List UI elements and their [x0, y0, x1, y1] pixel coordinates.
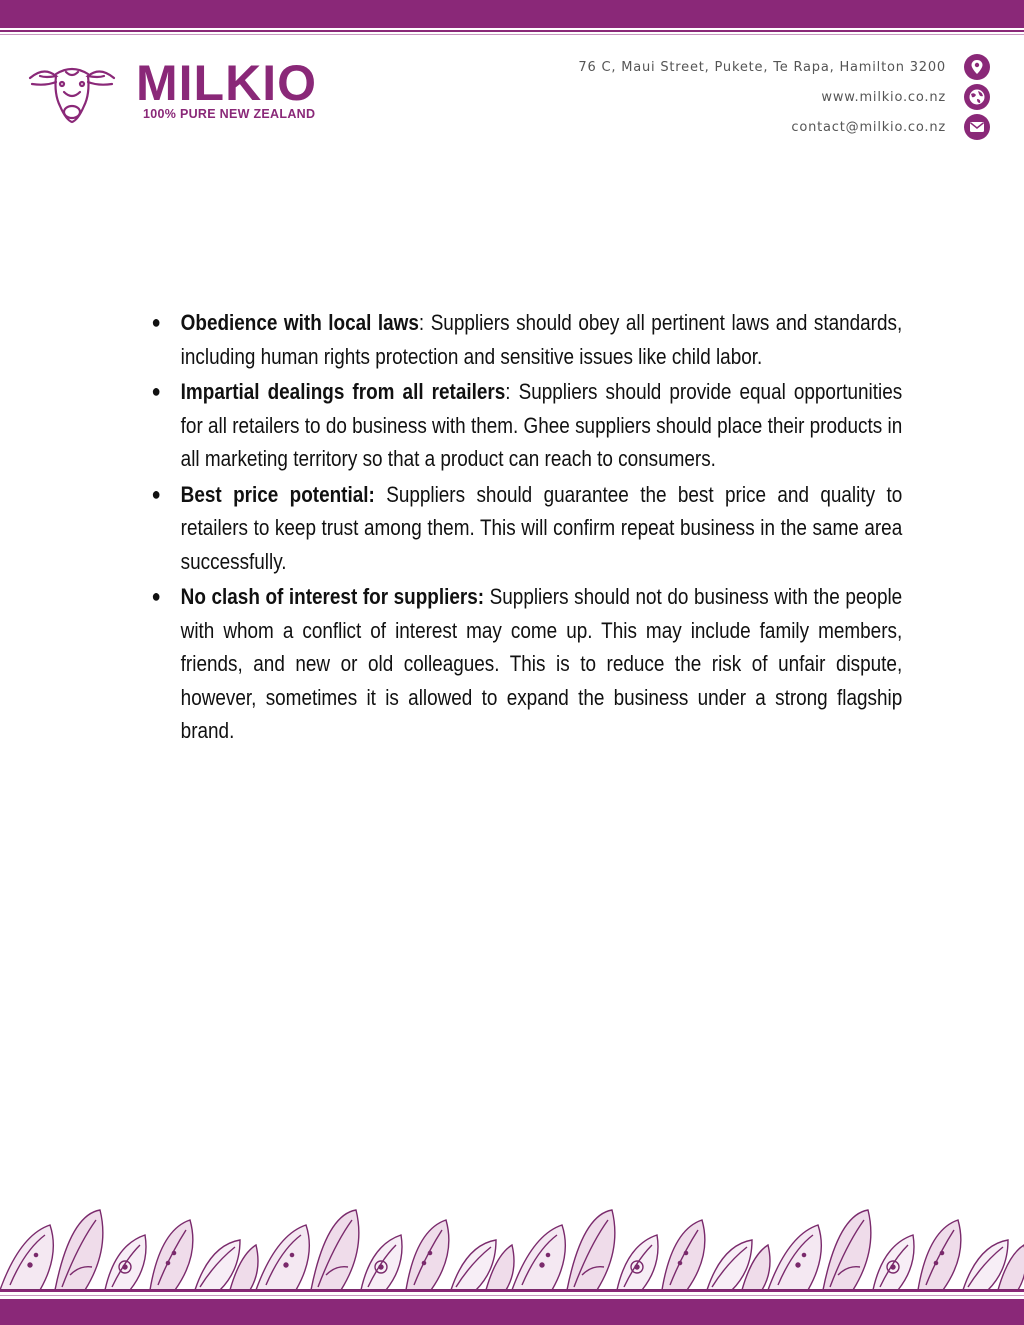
brand-tagline: 100% PURE NEW ZEALAND — [143, 107, 316, 121]
top-border-thin-line — [0, 34, 1024, 35]
bullet-text: Suppliers should provide equal opportunities for all retailers to do business with them. Ghee suppliers should place their products in all marketing territory so that a product can reach to consumers. — [180, 379, 903, 471]
bullet-separator: : — [505, 379, 511, 404]
contact-email[interactable]: contact@milkio.co.nz — [791, 119, 946, 135]
list-item — [148, 580, 902, 748]
bullet-heading: Obedience with local laws — [180, 310, 419, 335]
bullet-text: Suppliers should obey all pertinent laws and standards, including human rights protection and sensitive issues like child labor. — [180, 310, 903, 369]
floral-border-decoration — [0, 1205, 1024, 1300]
contact-block — [530, 52, 990, 142]
bullet-icon: ● — [151, 586, 161, 606]
bullet-text: Suppliers should not do business with the people with whom a conflict of interest may come up. This may include family members, friends, and new or old colleagues. This is to reduce the risk of unfair dispute, however, sometimes it is allowed to expand the business under a strong flagship brand. — [180, 584, 903, 743]
bottom-border-line — [0, 1290, 1024, 1292]
bullet-heading: Impartial dealings from all retailers — [180, 379, 506, 404]
contact-website[interactable]: www.milkio.co.nz — [821, 89, 946, 105]
top-border-line — [0, 30, 1024, 32]
brand-name: MILKIO — [136, 55, 317, 111]
contact-email-row — [530, 112, 990, 142]
list-item — [148, 478, 902, 579]
bullet-icon: ● — [151, 483, 161, 504]
bullet-heading: Best price potential: — [180, 481, 375, 507]
location-pin-icon — [964, 54, 990, 80]
bottom-border-band — [0, 1299, 1024, 1325]
list-item — [148, 306, 902, 373]
list-item — [148, 375, 902, 476]
cow-head-logo-icon — [26, 64, 118, 124]
brand-logo — [26, 55, 346, 128]
bullet-heading: No clash of interest for suppliers: — [180, 584, 485, 609]
globe-icon — [964, 84, 990, 110]
envelope-icon — [964, 114, 990, 140]
bullet-text: Suppliers should guarantee the best price and quality to retailers to keep trust among them. This will confirm repeat business in the same area successfully. — [180, 481, 903, 574]
contact-website-row — [530, 82, 990, 112]
contact-address: 76 C, Maui Street, Pukete, Te Rapa, Hamilton 3200 — [578, 59, 946, 75]
contact-address-row — [530, 52, 990, 82]
bullet-icon: ● — [151, 312, 161, 332]
bullet-icon: ● — [151, 381, 161, 401]
document-body — [148, 306, 903, 750]
bullet-separator: : — [418, 310, 425, 335]
top-border-band — [0, 0, 1024, 28]
bottom-border-thin-line — [0, 1295, 1024, 1296]
bullet-list — [148, 306, 902, 748]
